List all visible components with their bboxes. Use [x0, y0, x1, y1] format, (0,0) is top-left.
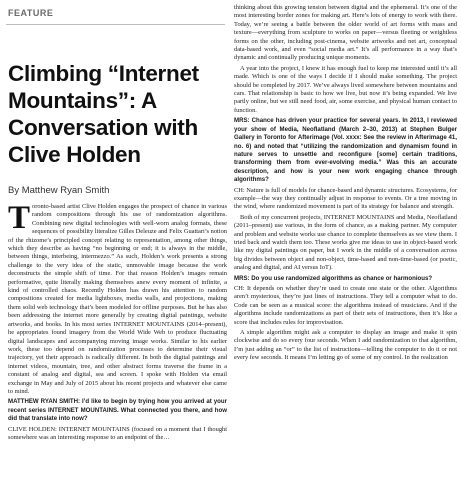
interview-question: MRS: Do you use randomized algorithms as chance or harmonious?: [234, 274, 433, 282]
body-paragraph: thinking about this growing tension between digital and the ephemeral. It’s one of the most interesting border zones for making art. Here’s lots of energy to work with there. Today, we’re seeing a battle between the older world of art forms with mass and texture—everything from sculpture to works on paper—versus fleeting or weightless forms on the other, including post-cinema, website artworks and net art, conceptual data-based work, and even “social media art.” It’s all performance in a way that’s dynamic and continually producing unique moments.: [234, 4, 457, 62]
interview-question: MATTHEW RYAN SMITH: I’d like to begin by trying how you arrived at your recent series INTERNET MOUNTAINS. What connected you there, and how did that translate into now?: [8, 398, 227, 423]
body-paragraph: A year into the project, I knew it has enough fuel to keep me interested until it’s all made. Which is one of the ways I decide if I should make something. The project should be completed by 2017. We’ve always lived somewhere between mountains and cars. That relationship is basic to how we live, but now it’s being expanded. We live partly online, but we still need food, air, some exercise, and physical human contact to function.: [234, 64, 457, 114]
header-rule: [6, 24, 225, 25]
right-column: [234, 4, 457, 496]
interview-answer: CH: It depends on whether they’re used to create one state or the other. Algorithms aren’t mysterious, they’re just lines of instructions. They tell a computer what to do. Code can be seen as a musical score: the algorithms instead of musicians. And if the algorithms include randomizations as part of their sets of instructions, then it’s like a score that includes rules for improvisation.: [234, 285, 457, 326]
body-paragraph: A simple algorithm might ask a computer to display an image and make it spin clockwise and do so every four seconds. When I add randomization to that algorithm, I’m just adding an “or” to the list of instructions—telling the computer to do it or not every few seconds. It means I’m letting go of some of my control. In the realization: [234, 329, 457, 362]
intro-text: oronto-based artist Clive Holden engages the prospect of chance in various random compositions through his use of randomization algorithms. Combining new digital technologies with well-worn analog formats, these sequences of possibility literalize Gilles Deleuze and Felix Guattari’s notion of the rhizome’s principled concept relating to representation, among other things, which they describe as having “no beginning or end; it is always in the middle, between things, interbeing, intermezzo.” As such, Holden’s work presents a strong challenge to the very idea of the static, unmovable image because the work deconstructs the simple shift of time. For that reason Holden’s images remain performative, quite literally making themselves anew every moment of infinite, a kind of controlled chaos. Recently Holden has drawn his attention to random compositions created for media lightboxes, media walls, and projections, making them solid web technology that’s been modeled for offline purposes. But he has also been addressing the internet more generally by creating digital paintings, website artworks, and books. In his most series INTERNET MOUNTAINS (2014–present), he appropriates found imagery from the World Wide Web to produce fluctuating digital landscapes and accompanying moving image works. Similar to his earlier work, these too depend on randomization processes to determine their visual trajectory, yet their approach is radically different. In both the digital paintings and internet videos, mountain, tree, and other abstract forms traverse the frame in a constant of analog and digital, sea and screen. I spoke with Holden via email exchange in May and July of 2015 about his recent projects and whatever else came to mind.: [8, 203, 227, 395]
byline: By Matthew Ryan Smith: [8, 185, 110, 196]
interview-question: MRS: Chance has driven your practice for several years. In 2013, I reviewed your show of Media, Neoflatland (March 2–30, 2013) at Stephen Bulger Gallery in Toronto for Afterimage (Vol. xxxx: See the review in Afterimage 41, no. 6) and noted that “utilizing the randomization and dynamism found in nature serves to unsettle and reconfigure [some] certain traditions, transforming them from ever-evolving media.” Was this an accurate description, and how is your new work engaging chance through algorithms?: [234, 117, 457, 184]
interview-answer: CH: Nature is full of models for chance-based and dynamic structures. Ecosystems, for example—the way they continually adjust in response to events. Or a tree moving in the wind, where randomized movement is part of its strategy for balance and strength.: [234, 186, 457, 211]
section-label: FEATURE: [8, 8, 54, 18]
drop-cap: T: [8, 203, 31, 236]
article-title: Climbing “Internet Mountains”: A Conversation with Clive Holden: [8, 61, 199, 167]
left-column: [8, 203, 227, 495]
intro-paragraph: [8, 203, 227, 396]
body-paragraph: Both of my concurrent projects, INTERNET MOUNTAINS and Media, Neoflatland (2011–present) use various, in the form of chance, as a making partner. My computer and problem and website works use chance to complete themselves as we view them. I tried back and watch them too. These works give me ideas to use in object-based work like my digital paintings on paper, but I work in the middle of a conversation across big divides between object and non-object, time-based and non-time-based (or poetic, analog and digital, and AI versus IoT).: [234, 213, 457, 272]
interview-answer: CLIVE HOLDEN: INTERNET MOUNTAINS (focused on a moment that I thought somewhere was an interesting response to an endpoint of the…: [8, 425, 227, 441]
